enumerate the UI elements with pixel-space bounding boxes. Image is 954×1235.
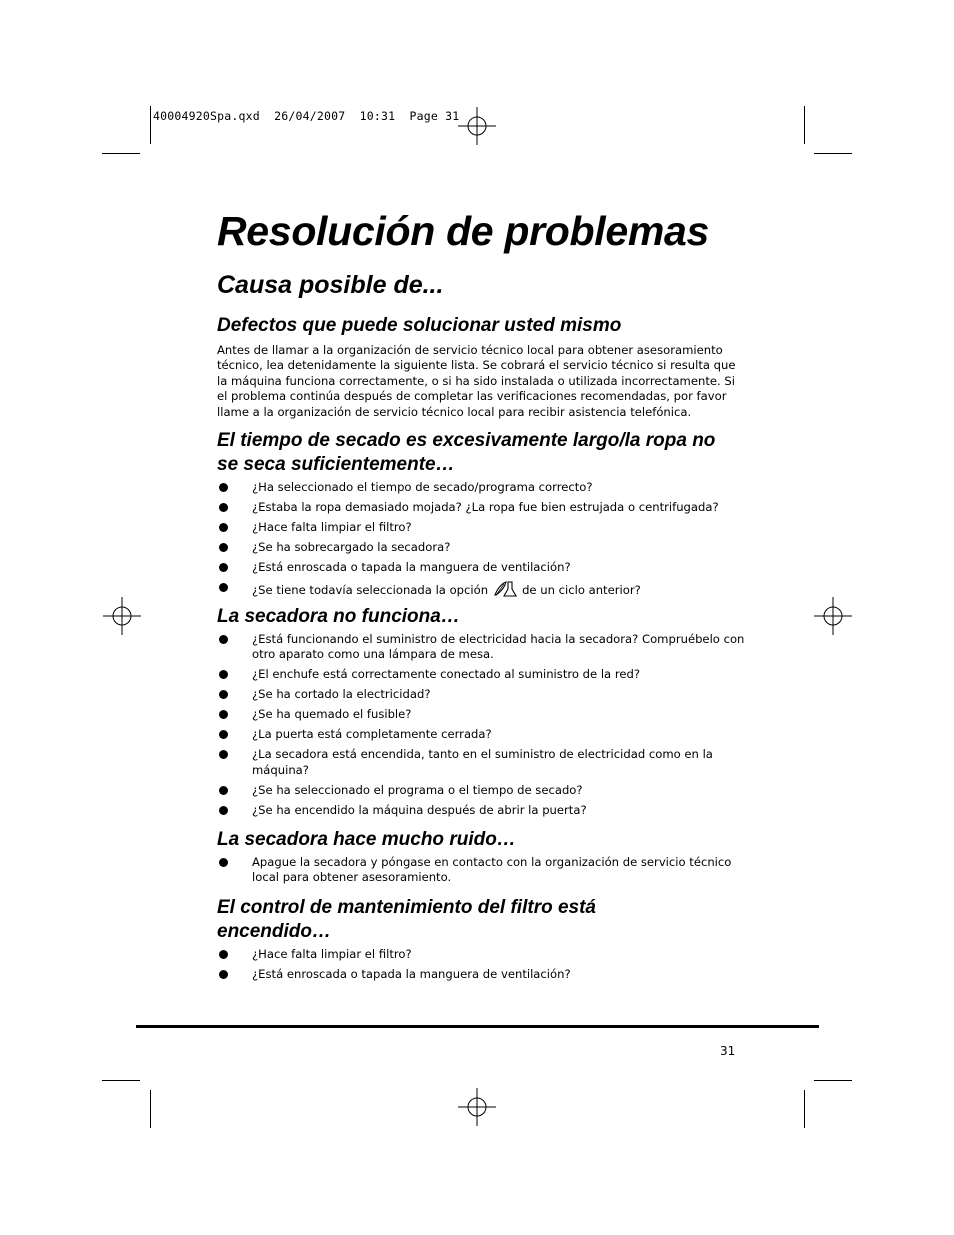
list-item: ¿Se ha cortado la electricidad? (217, 687, 747, 702)
noise-list (217, 855, 747, 890)
bullet-icon (219, 635, 228, 644)
crop-mark (150, 1090, 151, 1128)
bullet-icon (219, 730, 228, 739)
bullet-icon (219, 858, 228, 867)
drying-time-list (217, 480, 747, 603)
bullet-icon (219, 950, 228, 959)
registration-mark-icon (103, 597, 141, 635)
crop-mark (814, 1080, 852, 1081)
bullet-icon (219, 690, 228, 699)
list-item: ¿Hace falta limpiar el filtro? (217, 947, 747, 962)
bullet-icon (219, 523, 228, 532)
list-item: ¿Está funcionando el suministro de electricidad hacia la secadora? Compruébelo con otro aparato como una lámpara de mesa. (217, 632, 747, 663)
bullet-icon (219, 583, 228, 592)
bullet-icon (219, 970, 228, 979)
bullet-icon (219, 483, 228, 492)
crop-mark (804, 106, 805, 144)
list-item: ¿Se ha sobrecargado la secadora? (217, 540, 747, 555)
registration-mark-icon (458, 107, 496, 145)
list-item: ¿Se ha quemado el fusible? (217, 707, 747, 722)
section-heading-not-working: La secadora no funciona… (217, 606, 460, 627)
intro-paragraph: Antes de llamar a la organización de servicio técnico local para obtener asesoramiento técnico, lea detenidamente la siguiente lista. Se cobrará el servicio técnico si resulta que la máquina funciona correctamente, o si ha sido instalada o utilizada incorrectamente. Si el problema continúa después de completar las verificaciones recomendadas, por favor llame a la organización de servicio técnico local para recibir asistencia telefónica. (217, 343, 736, 419)
bullet-icon (219, 786, 228, 795)
bullet-icon (219, 543, 228, 552)
page-number: 31 (720, 1044, 736, 1058)
not-working-list (217, 632, 747, 823)
bullet-icon (219, 670, 228, 679)
list-item: ¿Se tiene todavía seleccionada la opción de un ciclo anterior? (217, 580, 747, 598)
section-heading-noise: La secadora hace mucho ruido… (217, 829, 516, 850)
list-item: ¿La puerta está completamente cerrada? (217, 727, 747, 742)
list-item: ¿Está enroscada o tapada la manguera de ventilación? (217, 967, 747, 982)
filter-control-list (217, 947, 747, 987)
list-item: ¿La secadora está encendida, tanto en el suministro de electricidad como en la máquina? (217, 747, 747, 778)
bullet-icon (219, 750, 228, 759)
bullet-icon (219, 806, 228, 815)
footer-rule (136, 1025, 819, 1028)
registration-mark-icon (814, 597, 852, 635)
list-item: ¿Hace falta limpiar el filtro? (217, 520, 747, 535)
list-item: ¿Se ha encendido la máquina después de abrir la puerta? (217, 803, 747, 818)
section-heading-drying-time: El tiempo de secado es excesivamente largo/la ropa no se seca suficientemente… (217, 430, 716, 475)
bullet-icon (219, 563, 228, 572)
section-heading-defects: Defectos que puede solucionar usted mismo (217, 315, 622, 336)
section-heading-filter-control: El control de mantenimiento del filtro está encendido… (217, 897, 596, 942)
crop-mark (102, 153, 140, 154)
list-item: ¿Ha seleccionado el tiempo de secado/programa correcto? (217, 480, 747, 495)
page-subtitle: Causa posible de... (217, 271, 444, 299)
page-title: Resolución de problemas (217, 208, 710, 254)
crop-mark (804, 1090, 805, 1128)
list-item: ¿El enchufe está correctamente conectado al suministro de la red? (217, 667, 747, 682)
bullet-icon (219, 503, 228, 512)
list-item: ¿Está enroscada o tapada la manguera de ventilación? (217, 560, 747, 575)
crop-mark (150, 106, 151, 144)
delicate-fabric-icon (492, 580, 518, 598)
list-item: ¿Se ha seleccionado el programa o el tiempo de secado? (217, 783, 747, 798)
crop-mark (102, 1080, 140, 1081)
registration-mark-icon (458, 1088, 496, 1126)
print-header: 40004920Spa.qxd 26/04/2007 10:31 Page 31 (153, 109, 460, 123)
bullet-icon (219, 710, 228, 719)
list-item: ¿Estaba la ropa demasiado mojada? ¿La ropa fue bien estrujada o centrifugada? (217, 500, 747, 515)
crop-mark (814, 153, 852, 154)
list-item: Apague la secadora y póngase en contacto con la organización de servicio técnico local para obtener asesoramiento. (217, 855, 747, 886)
